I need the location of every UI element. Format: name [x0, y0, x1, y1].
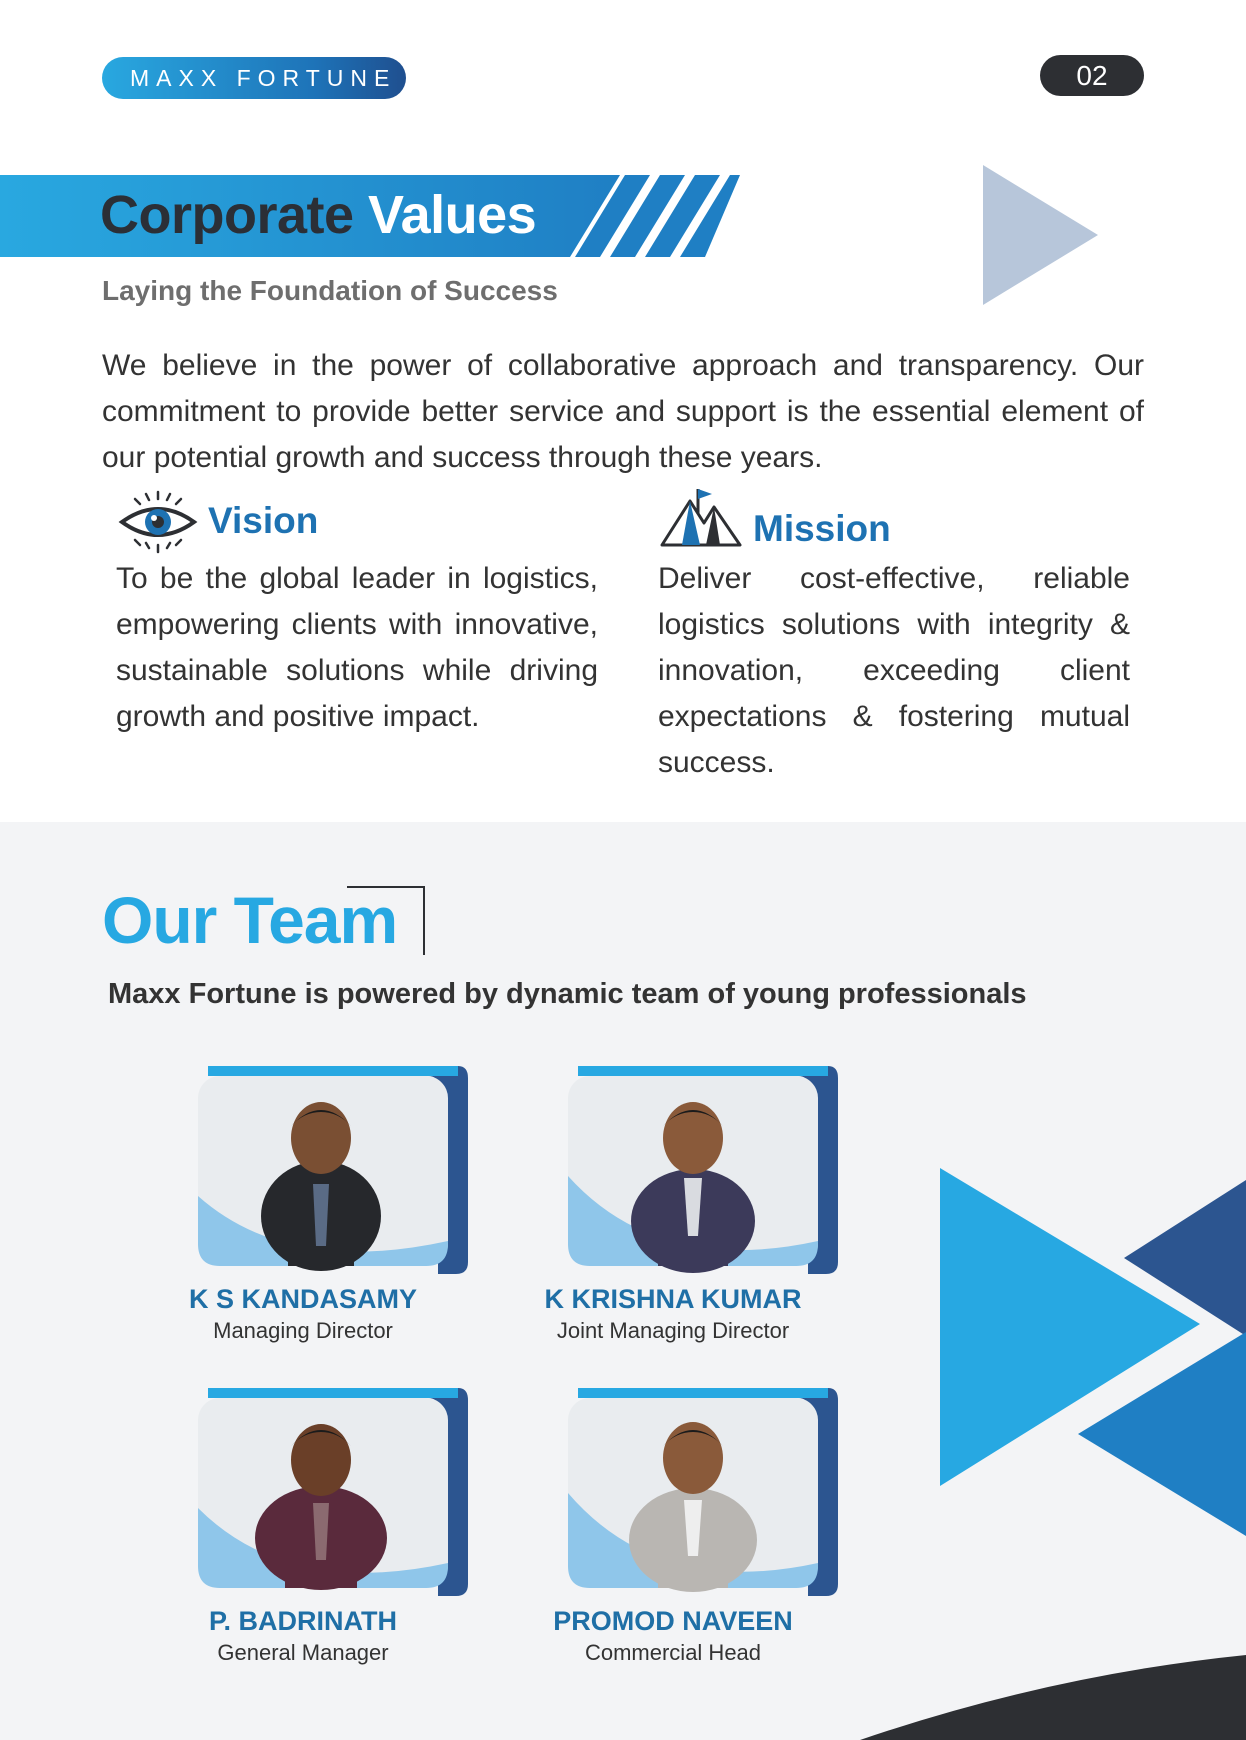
page-number-badge [1040, 55, 1144, 96]
member-photo [138, 1066, 468, 1274]
title-bracket-decoration [347, 885, 427, 957]
member-name: K KRISHNA KUMAR [544, 1284, 802, 1314]
title-part-1: Corporate [100, 185, 354, 245]
member-role: Commercial Head [584, 1640, 762, 1665]
mountain-flag-icon [660, 487, 742, 547]
team-subtitle: Maxx Fortune is powered by dynamic team of young professionals [108, 978, 1027, 1010]
vision-text: To be the global leader in logistics, empowering clients with innovative, sustainable solutions while driving growth and positive impact. [116, 562, 598, 733]
member-role: General Manager [217, 1640, 389, 1665]
mission-title: Mission [753, 508, 891, 549]
member-photo [508, 1388, 838, 1596]
mission-text: Deliver cost-effective, reliable logistics solutions with integrity & innovation, exceeding client expectations & fostering mutual success. [658, 562, 1130, 779]
team-title: Our Team [102, 883, 398, 957]
member-role: Joint Managing Director [556, 1318, 790, 1343]
section-subtitle: Laying the Foundation of Success [102, 275, 558, 306]
member-photo [138, 1388, 468, 1596]
page-title [100, 180, 536, 250]
decorative-triangles [940, 1168, 1246, 1540]
brand-pill [102, 57, 406, 99]
bottom-corner-decoration [860, 1655, 1246, 1740]
member-name: K S KANDASAMY [188, 1284, 417, 1314]
title-part-2: Values [368, 185, 537, 245]
member-name: P. BADRINATH [208, 1606, 397, 1636]
vision-title: Vision [208, 500, 319, 541]
member-photo [508, 1066, 838, 1274]
brand-name: MAXX FORTUNE [130, 64, 397, 91]
page-number: 02 [1076, 59, 1108, 91]
member-name: PROMOD NAVEEN [553, 1606, 793, 1636]
member-role: Managing Director [213, 1318, 393, 1343]
eye-icon [118, 490, 198, 554]
play-triangle-icon [983, 165, 1098, 305]
intro-paragraph: We believe in the power of collaborative approach and transparency. Our commitment to provide better service and support is the essential element of our potential growth and success through these years. [102, 349, 1144, 474]
